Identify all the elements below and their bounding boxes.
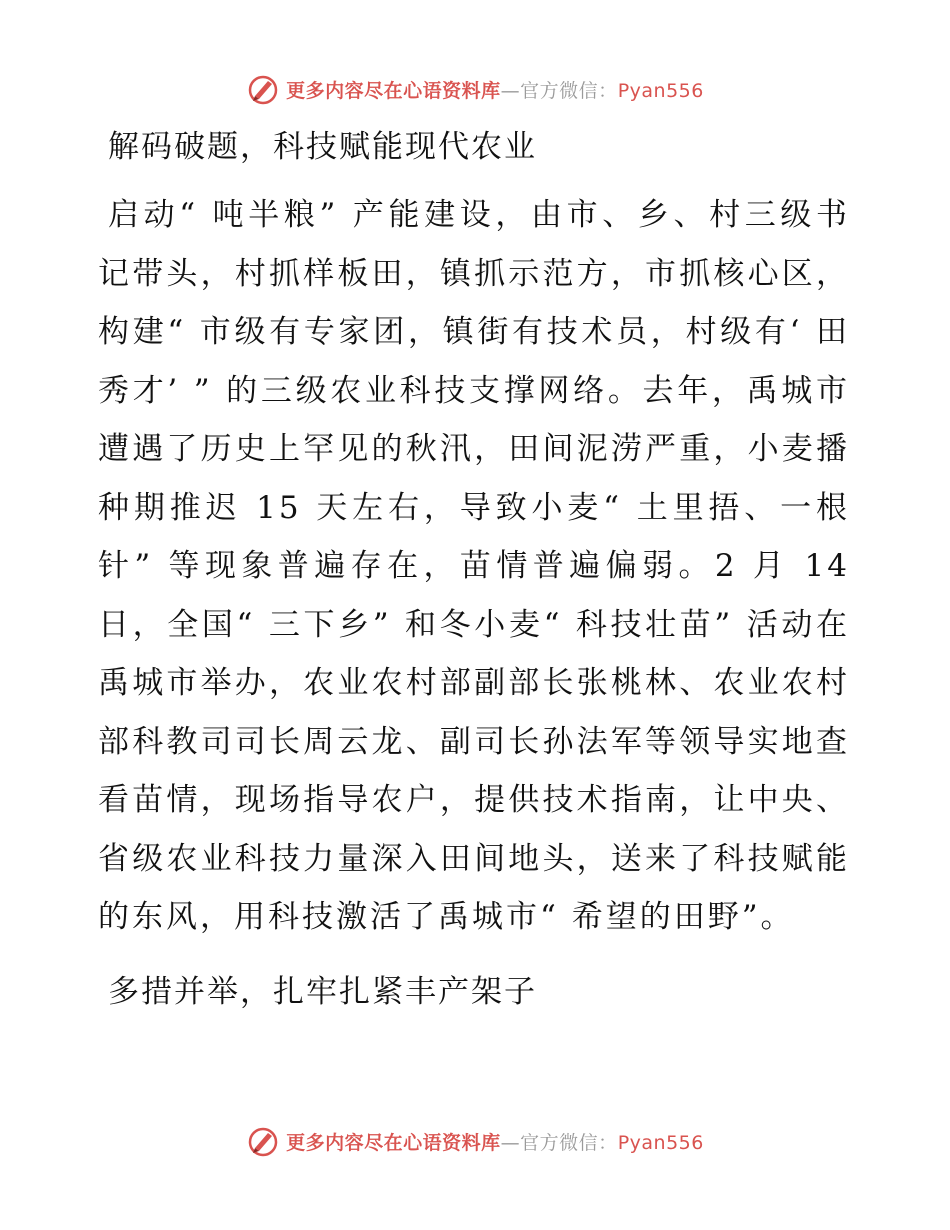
watermark-text [286,1128,704,1155]
body-paragraph-1: 启动“ 吨半粮” 产能建设，由市、乡、村三级书记带头，村抓样板田，镇抓示范方，市抓核心区，构建“ 市级有专家团，镇街有技术员，村级有‘ 田秀才’ ” 的三级农业科技支撑网络。去年，禹城市遭遇了历史上罕见的秋汛，田间泥涝严重，小麦播种期推迟 15 天左右，导致小麦“ 土里捂、一根针” 等现象普遍存在，苗情普遍偏弱。2 月 14 日，全国“ 三下乡” 和冬小麦“ 科技壮苗” 活动在禹城市举办，农业农村部副部长张桃林、农业农村部科教司司长周云龙、副司长孙法军等领导实地查看苗情，现场指导农户，提供技术指南，让中央、省级农业科技力量深入田间地头，送来了科技赋能的东风，用科技激活了禹城市“ 希望的田野”。 [98,197,850,935]
header-watermark [0,72,950,106]
footer-watermark [0,1124,950,1158]
section-heading-2: 多措并举，扎牢扎紧丰产架子 [108,973,537,1010]
watermark-contact-label: 官方微信： [520,1131,618,1154]
watermark-wechat-id: Pyan556 [617,1131,704,1154]
watermark-brand: 更多内容尽在心语资料库 [286,79,501,102]
watermark-wechat-id: Pyan556 [617,79,704,102]
watermark-separator: — [500,79,521,102]
pen-logo-icon [246,1124,280,1158]
watermark-brand: 更多内容尽在心语资料库 [286,1131,501,1154]
document-body [98,124,850,1031]
pen-logo-icon [246,72,280,106]
watermark-separator: — [500,1131,521,1154]
watermark-text [286,76,704,103]
watermark-contact-label: 官方微信： [520,79,618,102]
section-heading-1: 解码破题，科技赋能现代农业 [108,129,537,165]
